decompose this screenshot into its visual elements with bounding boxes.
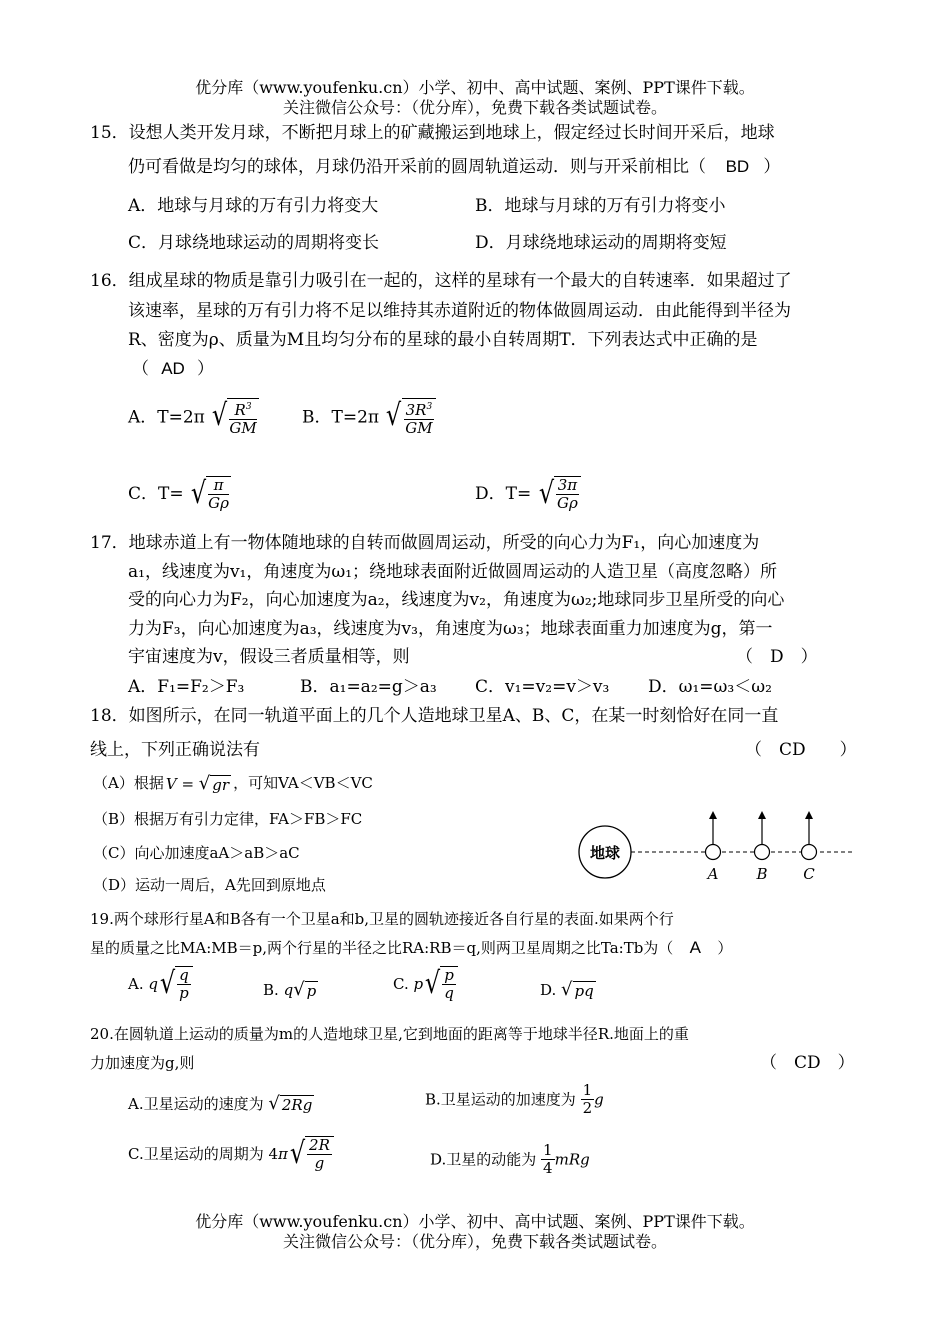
q20-option-c: C.卫星运动的周期为 4π √ $\frac{2R}{g}$	[128, 1136, 334, 1172]
earth-label: 地球	[589, 844, 621, 862]
header-line-1: 优分库（www.youfenku.cn）小学、初中、高中试题、案例、PPT课件下载。	[195, 78, 755, 97]
satellite-a	[706, 811, 721, 883]
satellite-c	[802, 811, 817, 883]
q18-option-b: （B）根据万有引力定律，FA＞FB＞FC	[93, 810, 363, 828]
q19-option-c: C. p √ $\frac{p}{q}$	[393, 966, 458, 1002]
label-a: A	[707, 865, 719, 883]
q16-option-a: A．T=2π √ $\frac{R^3}{GM}$	[128, 398, 257, 437]
q19-line-1: 19.两个球形行星A和B各有一个卫星a和b,卫星的圆轨迹接近各自行星的表面.如果两个行	[90, 910, 674, 928]
q19-line-2: 星的质量之比MA:MB＝p,两个行星的半径之比RA:RB＝q,则两卫星周期之比Ta:Tb为（ A ）	[90, 938, 733, 957]
q15-option-d: D．月球绕地球运动的周期将变短	[475, 233, 727, 253]
velocity-arrow-a	[709, 811, 717, 819]
footer-line-1: 优分库（www.youfenku.cn）小学、初中、高中试题、案例、PPT课件下载。	[195, 1212, 755, 1231]
q17-line-5: 宇宙速度为v，假设三者质量相等，则	[128, 647, 410, 667]
q16-option-b: B．T=2π √ $\frac{3R^3}{GM}$	[302, 398, 436, 437]
q18-option-d: （D）运动一周后，A先回到原地点	[93, 876, 326, 894]
q20-line-2: 力加速度为g,则	[90, 1054, 195, 1072]
q16-option-d: D．T= √ $\frac{3\pi}{G\rho}$	[475, 476, 581, 512]
q15-option-b: B．地球与月球的万有引力将变小	[475, 196, 726, 216]
q17-option-d: D．ω₁=ω₃＜ω₂	[648, 677, 772, 697]
q20-option-b: B.卫星运动的加速度为 $\frac{1}{2}$ g	[425, 1081, 604, 1117]
q19-option-b: B. q √ p	[263, 979, 317, 1000]
q19-answer: A	[689, 938, 701, 957]
footer-line-2: 关注微信公众号：（优分库），免费下载各类试题试卷。	[282, 1232, 667, 1251]
q16-option-c: C．T= √ $\frac{\pi}{G\rho}$	[128, 476, 229, 512]
q15-option-c: C．月球绕地球运动的周期将变长	[128, 233, 380, 253]
q20-option-a: A.卫星运动的速度为 √ 2Rg	[128, 1093, 313, 1114]
q17-option-a: A．F₁=F₂＞F₃	[128, 677, 245, 697]
q20-answer: （ CD ）	[760, 1053, 855, 1073]
q20-line-1: 20.在圆轨道上运动的质量为m的人造地球卫星,它到地面的距离等于地球半径R.地面上的重	[90, 1025, 689, 1043]
q15-answer: BD	[725, 157, 750, 176]
q15-line-1: 15．设想人类开发月球，不断把月球上的矿藏搬运到地球上，假定经过长时间开采后，地球	[90, 123, 775, 143]
q19-option-a: A. q √ $\frac{q}{p}$	[128, 966, 193, 1002]
q18-option-c: （C）向心加速度aA＞aB＞aC	[93, 844, 300, 862]
q18-line-1: 18．如图所示，在同一轨道平面上的几个人造地球卫星A、B、C，在某一时刻恰好在同一直	[90, 706, 779, 726]
q16-answer-line: （ AD ）	[132, 359, 214, 379]
q16-line-1: 16．组成星球的物质是靠引力吸引在一起的，这样的星球有一个最大的自转速率．如果超过了	[90, 271, 792, 291]
q15-option-a: A．地球与月球的万有引力将变大	[128, 196, 379, 216]
q17-line-1: 17．地球赤道上有一物体随地球的自转而做圆周运动，所受的向心力为F₁，向心加速度为	[90, 533, 760, 553]
q17-line-4: 力为F₃，向心加速度为a₃，线速度为v₃，角速度为ω₃；地球表面重力加速度为g，第一	[128, 619, 773, 639]
label-b: B	[756, 865, 768, 883]
q17-option-c: C．v₁=v₂=v＞v₃	[475, 677, 610, 697]
q17-option-b: B．a₁=a₂=g＞a₃	[300, 677, 437, 697]
q16-line-2: 该速率，星球的万有引力将不足以维持其赤道附近的物体做圆周运动．由此能得到半径为	[128, 301, 791, 321]
header-line-2: 关注微信公众号：（优分库），免费下载各类试题试卷。	[282, 98, 667, 117]
q19-option-d: D. √ pq	[540, 979, 594, 1000]
q15-line-2: 仍可看做是均匀的球体，月球仍沿开采前的圆周轨道运动．则与开采前相比（ BD ）	[128, 157, 781, 177]
q20-option-d: D.卫星的动能为 $\frac{1}{4}$ mRg	[430, 1141, 590, 1177]
velocity-arrow-c	[805, 811, 813, 819]
q18-answer: （ CD ）	[745, 740, 857, 760]
q18-line-2: 线上，下列正确说法有	[90, 740, 260, 760]
q17-answer: （ D ）	[736, 647, 818, 667]
q17-line-2: a₁，线速度为v₁，角速度为ω₁；绕地球表面附近做圆周运动的人造卫星（高度忽略）所	[128, 562, 778, 582]
label-c: C	[803, 865, 815, 883]
satellite-b	[755, 811, 770, 883]
q17-line-3: 受的向心力为F₂，向心加速度为a₂，线速度为v₂，角速度为ω₂;地球同步卫星所受的向心	[128, 590, 785, 610]
q18-option-a: （A）根据 V = √ gr ，可知VA＜VB＜VC	[93, 773, 373, 794]
q16-line-3: R、密度为ρ、质量为M且均匀分布的星球的最小自转周期T．下列表达式中正确的是	[128, 330, 758, 350]
q16-answer: AD	[161, 359, 185, 378]
satellite-diagram	[570, 808, 860, 888]
velocity-arrow-b	[758, 811, 766, 819]
